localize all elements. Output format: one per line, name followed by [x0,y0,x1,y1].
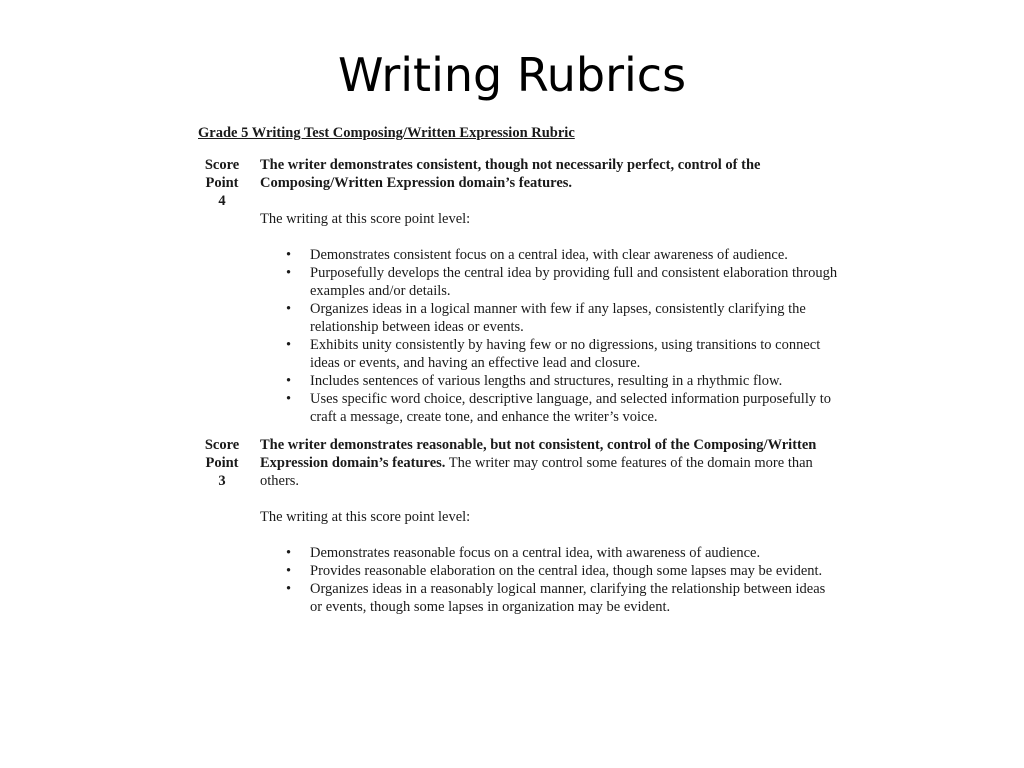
score-point-4-block [198,156,838,426]
level-intro: The writing at this score point level: [260,211,471,227]
score-point-label [198,156,260,426]
score-point-label [198,436,260,616]
rubric-heading: Grade 5 Writing Test Composing/Written Expression Rubric [198,125,575,141]
score-point-lead [260,436,838,490]
criteria-item: • Includes sentences of various lengths and structures, resulting in a rhythmic flow. [310,372,838,390]
criteria-item: • Provides reasonable elaboration on the central idea, though some lapses may be evident. [310,562,838,580]
criteria-list [260,544,838,616]
score-label-number: 4 [218,193,226,209]
slide-title: Writing Rubrics [337,48,687,102]
score-point-body [260,156,838,426]
score-label-line: Point [205,175,239,191]
lead-normal-text: The writer may control some features of the domain more than others. [260,455,813,489]
criteria-item: • Organizes ideas in a logical manner with few if any lapses, consistently clarifying the relationship between ideas or events. [310,300,838,336]
score-label-line: Score [204,157,240,173]
lead-bold-text: The writer demonstrates consistent, though not necessarily perfect, control of the Composing/Written Expression domain’s features. [260,157,761,191]
criteria-item: • Organizes ideas in a reasonably logical manner, clarifying the relationship between ideas or events, though some lapses in organization may be evident. [310,580,838,616]
rubric-document [198,124,838,768]
criteria-item: • Demonstrates reasonable focus on a central idea, with awareness of audience. [310,544,838,562]
criteria-item: • Exhibits unity consistently by having few or no digressions, using transitions to connect ideas or events, and having an effective lead and closure. [310,336,838,372]
score-label-line: Point [205,455,239,471]
level-intro: The writing at this score point level: [260,509,471,525]
score-point-3-block [198,436,838,616]
score-label-line: Score [204,437,240,453]
score-label-number: 3 [218,473,226,489]
score-point-lead [260,156,838,192]
lead-bold-text: The writer demonstrates reasonable, but not consistent, control of the Composing/Written Expression domain’s features. [260,437,817,471]
criteria-list [260,246,838,426]
score-point-body [260,436,838,616]
criteria-item: • Uses specific word choice, descriptive language, and selected information purposefully to craft a message, create tone, and enhance the writer’s voice. [310,390,838,426]
criteria-item: • Demonstrates consistent focus on a central idea, with clear awareness of audience. [310,246,838,264]
criteria-item: • Purposefully develops the central idea by providing full and consistent elaboration through examples and/or details. [310,264,838,300]
